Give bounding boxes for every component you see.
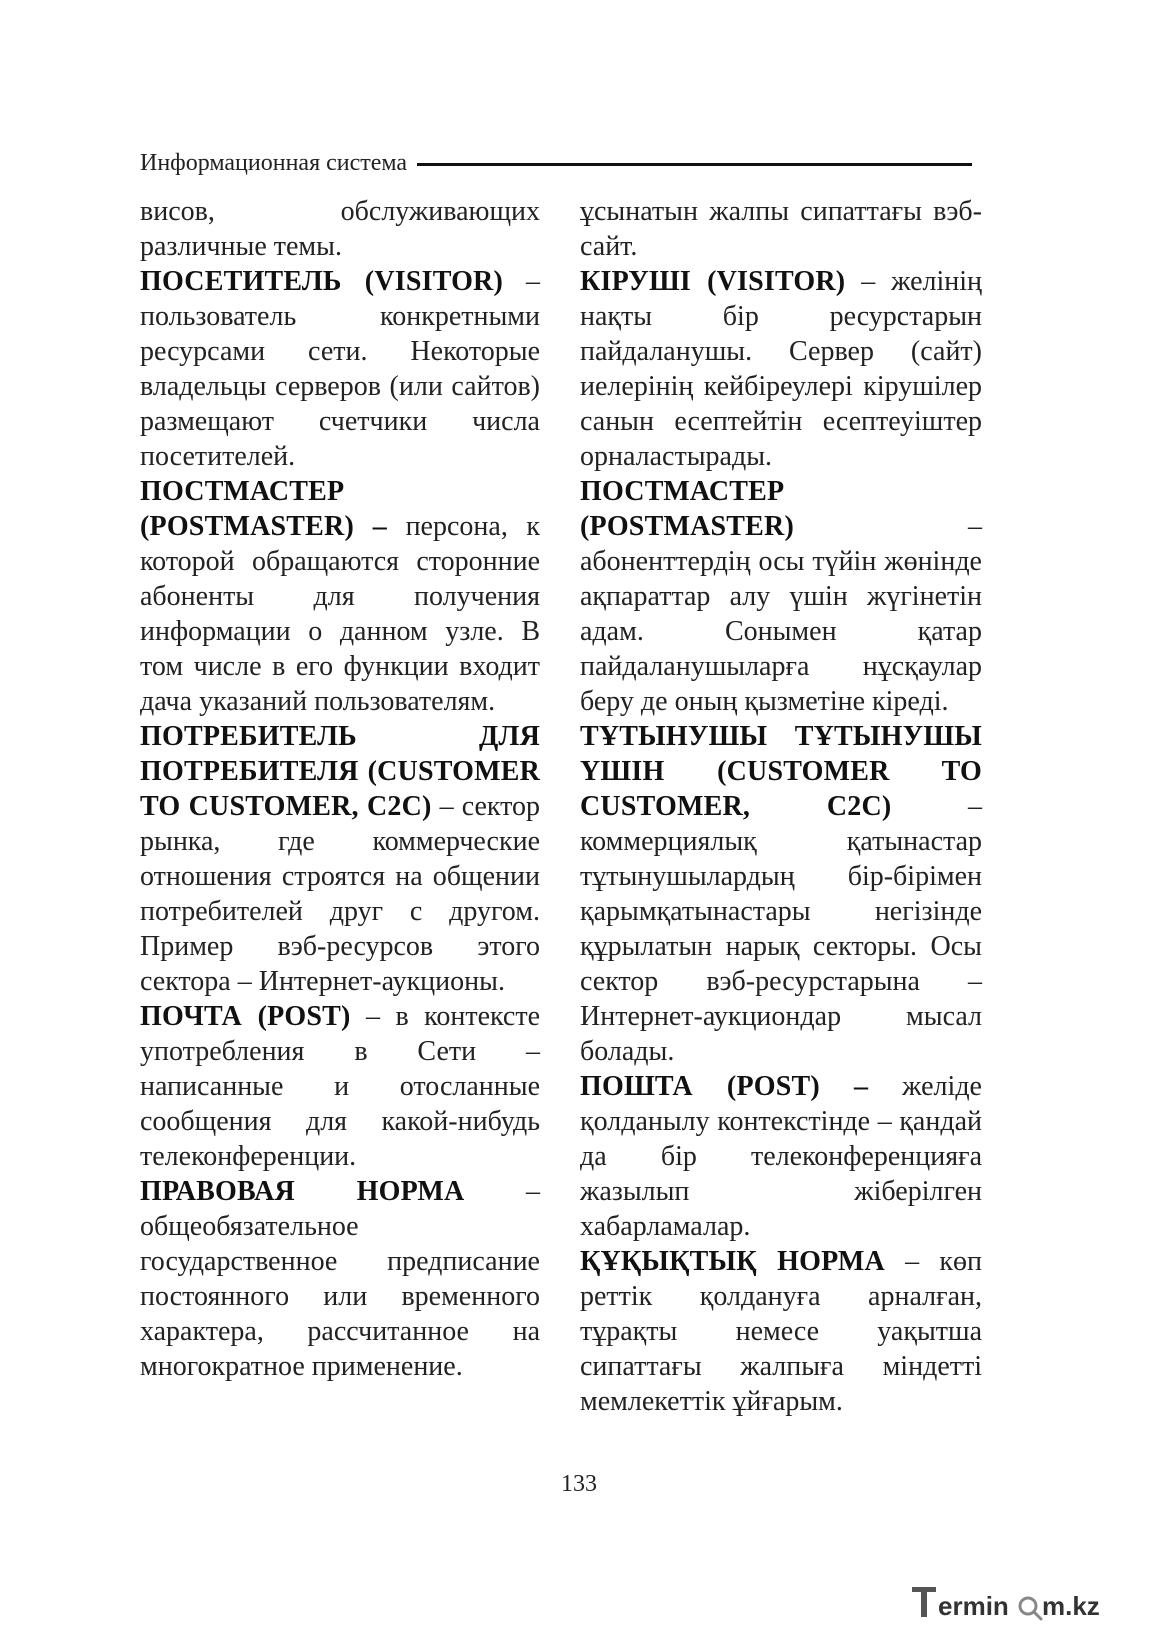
entry-definition: – общеобязательное государственное предписание постоянного или временного характера, рассчитанное на многократное применение. — [140, 1176, 540, 1382]
entry-definition: – абоненттердің осы түйін жөнінде ақпараттар алу үшін жүгінетін адам. Сонымен қатар пайдаланушыларға нұсқаулар беру де оның қызметіне кіреді. — [580, 511, 982, 717]
entry-term: ПОСТМАСТЕР (POSTMASTER) – — [140, 476, 387, 542]
glossary-entry — [140, 264, 540, 474]
glossary-entry — [140, 999, 540, 1174]
glossary-entry — [140, 474, 540, 719]
glossary-entry — [580, 1069, 982, 1244]
glossary-entry — [580, 474, 982, 719]
header-rule — [417, 163, 972, 166]
glossary-entry — [580, 719, 982, 1069]
glossary-entry — [580, 1244, 982, 1419]
entry-term: ПОСЕТИТЕЛЬ (VISITOR) — [140, 266, 504, 297]
entry-term: ПОШТА (POST) – — [580, 1071, 869, 1102]
left-column — [140, 194, 540, 1384]
running-header — [140, 143, 972, 183]
svg-text:m.kz: m.kz — [1042, 1591, 1100, 1621]
entry-definition: персона, к которой обращаются сторонние абоненты для получения информации о данном узле. В том числе в его функции входит дача указаний пользователям. — [140, 511, 541, 717]
watermark-logo — [910, 1581, 1120, 1625]
entry-term: ТҰТЫНУШЫ ТҰТЫНУШЫ ҮШІН (CUSTOMER TO CUSTOMER, C2C) — [580, 721, 982, 822]
entry-term: ПОСТМАСТЕР (POSTMASTER) — [580, 476, 794, 542]
glossary-entry — [140, 1174, 540, 1384]
entry-term: ҚҰҚЫҚТЫҚ НОРМА — [580, 1246, 885, 1277]
entry-definition: – желінің нақты бір ресурстарын пайдаланушы. Сервер (сайт) иелерінің кейбіреулері кірушілер санын есептейтін есептеуіштер орналастырады. — [580, 266, 983, 472]
entry-term: ПРАВОВАЯ НОРМА — [140, 1176, 465, 1207]
entry-term: ПОТРЕБИТЕЛЬ ДЛЯ ПОТРЕБИТЕЛЯ (CUSTOMER TO CUSTOMER, C2C) — [140, 721, 540, 822]
entry-definition: – пользователь конкретными ресурсами сети. Некоторые владельцы серверов (или сайтов) размещают счетчики числа посетителей. — [140, 266, 541, 472]
entry-definition: – көп реттік қолдануға арналған, тұрақты немесе уақытша сипаттағы жалпыға міндетті мемлекеттік ұйғарым. — [580, 1246, 982, 1417]
site-watermark — [910, 1581, 1120, 1625]
entry-term: КІРУШІ (VISITOR) — [580, 266, 846, 297]
glossary-entry — [580, 264, 982, 474]
right-column — [580, 194, 982, 1419]
entry-definition: – в контексте употребления в Сети – написанные и отосланные сообщения для какой-нибудь телеконференции. — [140, 1001, 541, 1172]
page-number: 133 — [561, 1471, 597, 1497]
entry-term: ПОЧТА (POST) — [140, 1001, 351, 1032]
svg-text:ermin: ermin — [938, 1591, 1009, 1621]
continuation-text: висов, обслуживающих различные темы. — [140, 196, 540, 262]
glossary-entry — [140, 719, 540, 999]
entry-definition: – сектор рынка, где коммерческие отношения строятся на общении потребителей друг с другом. Пример вэб-ресурсов этого сектора – Интернет-аукционы. — [140, 791, 540, 997]
continuation-text: ұсынатын жалпы сипаттағы вэб-сайт. — [580, 196, 982, 262]
entry-definition: желіде қолданылу контекстінде – қандай да бір телеконференцияға жазылып жіберілген хабарламалар. — [580, 1071, 982, 1242]
magnifier-icon — [1020, 1598, 1041, 1619]
entry-definition: – коммерциялық қатынастар тұтынушылардың бір-бірімен қарымқатынастары негізінде құрылатын нарық секторы. Осы сектор вэб-ресурстарына – Интернет-аукциондар мысал болады. — [580, 791, 983, 1067]
running-title: Информационная система — [140, 149, 408, 176]
